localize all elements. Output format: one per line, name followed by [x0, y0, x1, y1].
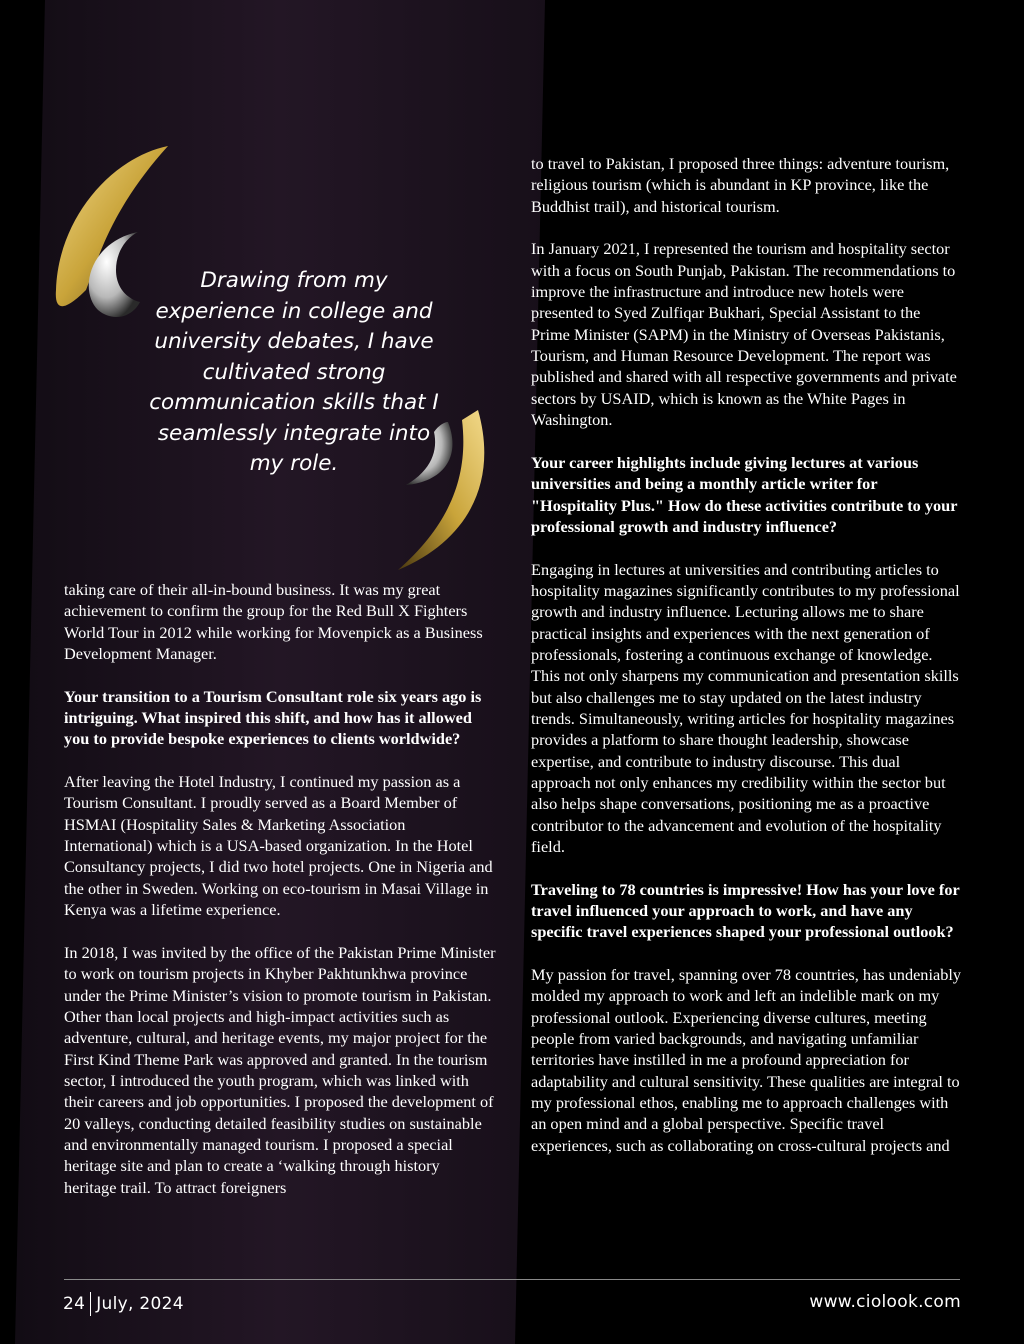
left-column [64, 579, 496, 1219]
interview-question: Your career highlights include giving lectures at various universities and being a monthly article writer for "Hospitality Plus." How do these activities contribute to your professional growth and industry influence? [531, 452, 958, 536]
footer-page-info [63, 1292, 184, 1316]
pull-quote: Drawing from my experience in college and university debates, I have cultivated strong communication skills that I seamlessly integrate into my role. [149, 268, 439, 476]
issue-date: July, 2024 [96, 1294, 184, 1314]
body-paragraph: taking care of their all-in-bound business. It was my great achievement to confirm the group for the Red Bull X Fighters World Tour in 2012 while working for Movenpick as a Business Development Manager. [64, 580, 483, 664]
interview-question: Traveling to 78 countries is impressive! How has your love for travel influenced your approach to work, and have any specific travel experiences shaped your professional outlook? [531, 879, 960, 942]
website-link[interactable]: www.ciolook.com [809, 1292, 961, 1312]
footer-divider [64, 1279, 960, 1280]
body-paragraph: In 2018, I was invited by the office of the Pakistan Prime Minister to work on tourism projects in Khyber Pakhtunkhwa province under the Prime Minister’s vision to promote tourism in Pakistan. Other than local projects and high-impact activities such as adventure, cultural, and heritage events, my major project for the First Kind Theme Park was approved and granted. In the tourism sector, I introduced the youth program, which was linked with their careers and job opportunities. I proposed the development of 20 valleys, conducting detailed feasibility studies on sustainable and environmentally managed tourism. I proposed a special heritage site and plan to create a ‘walking through history heritage trail. To attract foreigners [64, 942, 496, 1197]
footer-separator [90, 1292, 91, 1316]
interview-question: Your transition to a Tourism Consultant role six years ago is intriguing. What inspired this shift, and how has it allowed you to provide bespoke experiences to clients worldwide? [64, 686, 482, 749]
body-paragraph: to travel to Pakistan, I proposed three things: adventure tourism, religious tourism (which is abundant in KP province, like the Buddhist trail), and historical tourism. [531, 154, 950, 216]
body-paragraph: My passion for travel, spanning over 78 countries, has undeniably molded my approach to work and left an indelible mark on my professional outlook. Experiencing diverse cultures, meeting people from varied backgrounds, and navigating unfamiliar territories have instilled in me a profound appreciation for adaptability and cultural sensitivity. These qualities are integral to my professional ethos, enabling me to approach challenges with an open mind and a global perspective. Specific travel experiences, such as collaborating on cross-cultural projects and [531, 965, 962, 1155]
body-paragraph: After leaving the Hotel Industry, I continued my passion as a Tourism Consultant. I proudly served as a Board Member of HSMAI (Hospitality Sales & Marketing Association International) which is a USA-based organization. In the Hotel Consultancy projects, I did two hotel projects. One in Nigeria and the other in Sweden. Working on eco-tourism in Masai Village in Kenya was a lifetime experience. [64, 772, 493, 920]
body-paragraph: In January 2021, I represented the tourism and hospitality sector with a focus on South Punjab, Pakistan. The recommendations to improve the infrastructure and introduce new hotels were presented to Syed Zulfiqar Bukhari, Special Assistant to the Prime Minister (SAPM) in the Ministry of Overseas Pakistanis, Tourism, and Human Resource Development. The report was published and shared with all respective governments and private sectors by USAID, which is known as the White Pages in Washington. [531, 239, 957, 430]
right-column [531, 153, 963, 1178]
page-number: 24 [63, 1294, 86, 1314]
body-paragraph: Engaging in lectures at universities and contributing articles to hospitality magazines significantly contributes to my professional growth and industry influence. Lecturing allows me to share practical insights and experiences with the next generation of professionals, fostering a continuous exchange of knowledge. This not only sharpens my communication and presentation skills but also challenges me to stay updated on the latest industry trends. Simultaneously, writing articles for hospitality magazines provides a platform to share thought leadership, showcase expertise, and contribute to industry discourse. This dual approach not only enhances my credibility within the sector but also helps shape conversations, positioning me as a proactive contributor to the advancement and evolution of the hospitality field. [531, 559, 960, 856]
